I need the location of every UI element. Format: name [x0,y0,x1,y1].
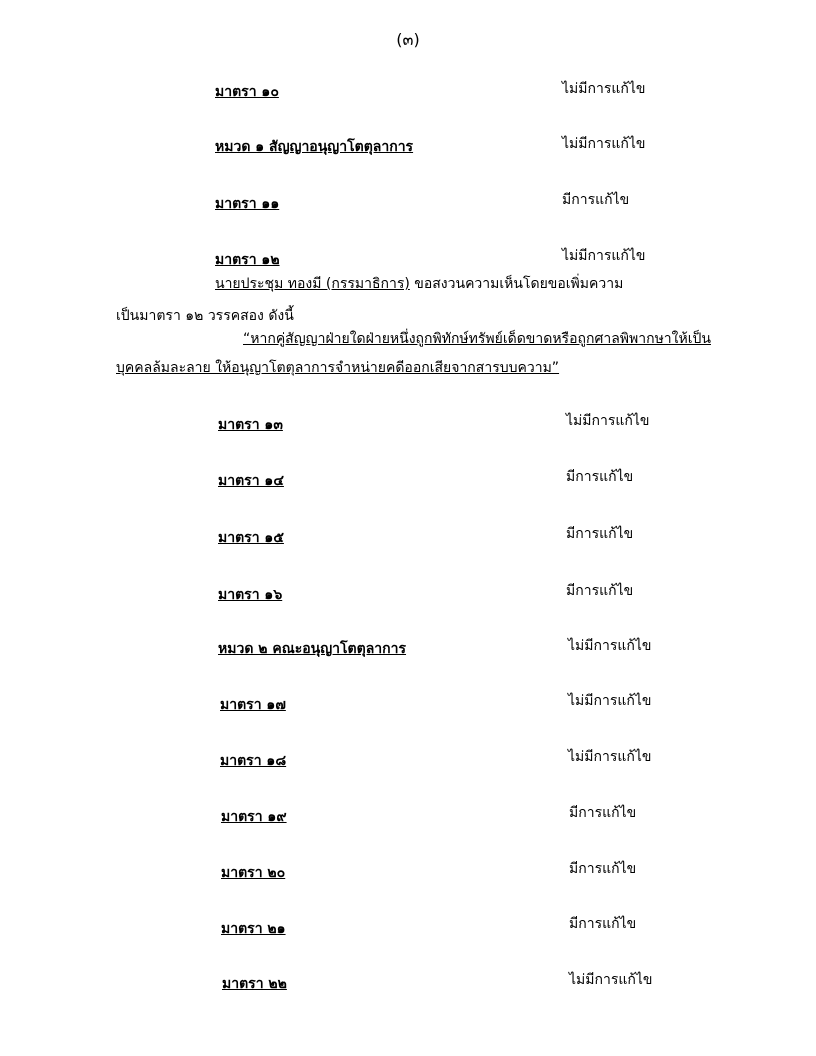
section-status: ไม่มีการแก้ไข [562,81,646,97]
section-heading: มาตรา ๒๑ [221,921,286,937]
section-heading: มาตรา ๒๒ [222,976,287,992]
section-status: ไม่มีการแก้ไข [569,972,653,988]
section-heading: มาตรา ๑๐ [215,84,279,100]
section-heading: มาตรา ๑๒ [215,252,280,268]
section-status: มีการแก้ไข [569,805,637,821]
section-status: ไม่มีการแก้ไข [568,749,652,765]
section-heading: มาตรา ๑๘ [220,753,287,769]
note-quote-line-1: “หากคู่สัญญาฝ่ายใดฝ่ายหนึ่งถูกพิทักษ์ทรัพย์เด็ดขาดหรือถูกศาลพิพากษาให้เป็น [243,331,711,347]
section-heading: มาตรา ๑๗ [220,697,286,713]
section-status: ไม่มีการแก้ไข [566,413,650,429]
section-status: ไม่มีการแก้ไข [562,136,646,152]
section-status: ไม่มีการแก้ไข [568,693,652,709]
section-heading: มาตรา ๑๓ [218,417,283,433]
note-line-2: เป็นมาตรา ๑๒ วรรคสอง ดังนี้ [116,308,294,324]
section-status: ไม่มีการแก้ไข [568,638,652,654]
section-heading: มาตรา ๑๑ [215,196,280,212]
page-number: (๓) [396,30,420,49]
section-status: มีการแก้ไข [566,526,634,542]
section-status: มีการแก้ไข [566,583,634,599]
section-status: ไม่มีการแก้ไข [562,248,646,264]
section-status: มีการแก้ไข [562,192,630,208]
section-heading: มาตรา ๑๕ [218,530,284,546]
section-status: มีการแก้ไข [569,916,637,932]
section-heading: มาตรา ๑๙ [221,809,287,825]
section-heading: มาตรา ๑๔ [218,473,284,489]
section-status: มีการแก้ไข [566,469,634,485]
chapter-heading: หมวด ๒ คณะอนุญาโตตุลาการ [218,641,407,657]
section-heading: มาตรา ๑๖ [218,587,283,603]
section-status: มีการแก้ไข [569,861,637,877]
note-line-1 [215,273,623,295]
note-quote-line-2: บุคคลล้มละลาย ให้อนุญาโตตุลาการจำหน่ายคดีออกเสียจากสารบบความ” [116,360,560,376]
note-line-1-rest: ขอสงวนความเห็นโดยขอเพิ่มความ [409,276,624,292]
note-speaker: นายประชุม ทองมี (กรรมาธิการ) [215,276,410,292]
section-heading: มาตรา ๒๐ [221,865,286,881]
chapter-heading: หมวด ๑ สัญญาอนุญาโตตุลาการ [215,139,414,155]
